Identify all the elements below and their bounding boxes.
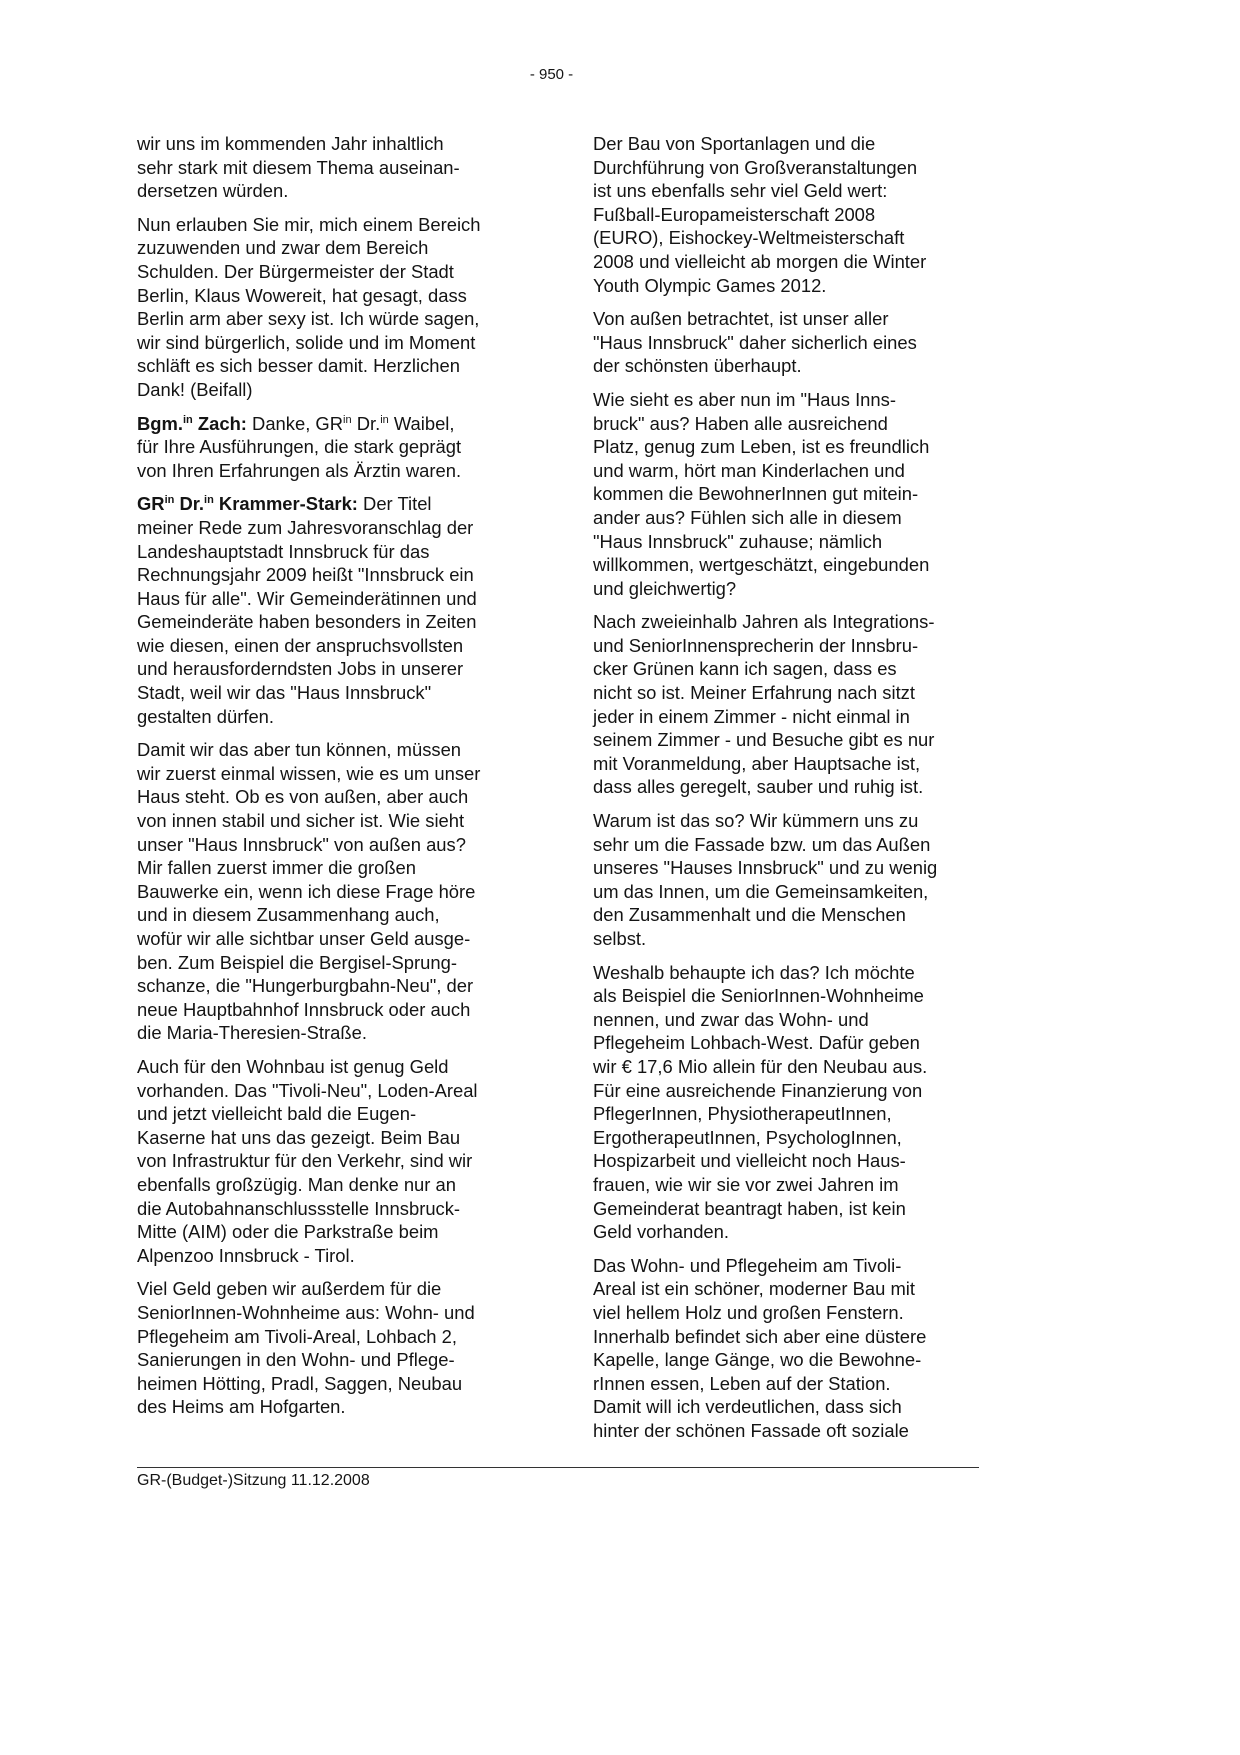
text-line: von Ihren Erfahrungen als Ärztin waren. [137, 459, 462, 481]
paragraph [593, 809, 979, 951]
text-line: zuzuwenden und zwar dem Bereich [137, 237, 429, 259]
text-line: $GR^{in}$ Dr.$^{in}$ Krammer-Stark: Der Titel [137, 493, 432, 515]
text-line: wir € 17,6 Mio allein für den Neubau aus. [593, 1055, 928, 1077]
speaker-paragraph [137, 492, 521, 728]
text-line: ebenfalls großzügig. Man denke nur an [137, 1173, 456, 1195]
text-line: Rechnungsjahr 2009 heißt "Innsbruck ein [137, 564, 474, 586]
text-line: PflegerInnen, PhysiotherapeutInnen, [593, 1103, 892, 1125]
text-line: Bauwerke ein, wenn ich diese Frage höre [137, 880, 476, 902]
text-line: (EURO), Eishockey-Weltmeisterschaft [593, 227, 905, 249]
text-line: Fußball-Europameisterschaft 2008 [593, 203, 876, 225]
text-line: schläft es sich besser damit. Herzlichen [137, 355, 460, 377]
text-line: unser "Haus Innsbruck" von außen aus? [137, 833, 466, 855]
text-line: ander aus? Fühlen sich alle in diesem [593, 506, 902, 528]
text-line: Für eine ausreichende Finanzierung von [593, 1079, 923, 1101]
text-line: Damit wir das aber tun können, müssen [137, 739, 462, 761]
text-line: hinter der schönen Fassade oft soziale [593, 1419, 909, 1441]
text-line: 2008 und vielleicht ab morgen die Winter [593, 250, 927, 272]
speaker-title: Bgm. [137, 412, 183, 434]
text-line: Innerhalb befindet sich aber eine düstere [593, 1325, 927, 1347]
text-line: Weshalb behaupte ich das? Ich möchte [593, 961, 915, 983]
text-line: "Haus Innsbruck" daher sicherlich eines [593, 331, 917, 353]
text-line: ErgotherapeutInnen, PsychologInnen, [593, 1126, 902, 1148]
text-line: Kaserne hat uns das gezeigt. Beim Bau [137, 1126, 461, 1148]
speaker-paragraph [137, 412, 521, 483]
text-line: der schönsten überhaupt. [593, 355, 802, 377]
text-line: von Infrastruktur für den Verkehr, sind wir [137, 1150, 473, 1172]
page-number: - 950 - [529, 66, 574, 83]
text-line: wie diesen, einen der anspruchsvollsten [137, 634, 464, 656]
text-line: Pflegeheim am Tivoli-Areal, Lohbach 2, [137, 1325, 457, 1347]
text-line: heimen Hötting, Pradl, Saggen, Neubau [137, 1372, 463, 1394]
text-line: Stadt, weil wir das "Haus Innsbruck" [137, 682, 432, 704]
text-line: Damit will ich verdeutlichen, dass sich [593, 1396, 902, 1418]
text-line: SeniorInnen-Wohnheime aus: Wohn- und [137, 1301, 475, 1323]
text-line: ist uns ebenfalls sehr viel Geld wert: [593, 180, 888, 202]
text-line: Kapelle, lange Gänge, wo die Bewohne- [593, 1349, 922, 1371]
speaker-surname: Zach: [192, 412, 247, 434]
text-line: von innen stabil und sicher ist. Wie sieht [137, 810, 465, 832]
text-line: für Ihre Ausführungen, die stark geprägt [137, 436, 462, 458]
text-line: gestalten dürfen. [137, 705, 275, 727]
speaker-title-suffix: in [182, 413, 193, 426]
text-line: jeder in einem Zimmer - nicht einmal in [593, 705, 910, 727]
text-line: schanze, die "Hungerburgbahn-Neu", der [137, 975, 474, 997]
paragraph [593, 307, 979, 378]
paragraph [137, 1055, 521, 1267]
text-line: wir sind bürgerlich, solide und im Moment [137, 331, 476, 353]
text-line: mit Voranmeldung, aber Hauptsache ist, [593, 752, 921, 774]
text-line: wir zuerst einmal wissen, wie es um unser [137, 762, 481, 784]
text-line: ben. Zum Beispiel die Bergisel-Sprung- [137, 951, 457, 973]
text-line: wir uns im kommenden Jahr inhaltlich [137, 133, 444, 154]
text-line: Schulden. Der Bürgermeister der Stadt [137, 260, 454, 282]
text-line: Haus für alle". Wir Gemeinderätinnen und [137, 587, 477, 609]
text-line: Alpenzoo Innsbruck - Tirol. [137, 1244, 355, 1266]
text-line: Gemeinderäte haben besonders in Zeiten [137, 611, 477, 633]
text-line: Areal ist ein schöner, moderner Bau mit [593, 1278, 915, 1300]
paragraph [137, 213, 521, 402]
text-line: dass alles geregelt, sauber und ruhig ist. [593, 776, 924, 798]
text-line: kommen die BewohnerInnen gut mitein- [593, 483, 919, 505]
text-line: Landeshauptstadt Innsbruck für das [137, 540, 430, 562]
text-line: Gemeinderat beantragt haben, ist kein [593, 1197, 906, 1219]
text-line: Mitte (AIM) oder die Parkstraße beim [137, 1221, 439, 1243]
text-line: Warum ist das so? Wir kümmern uns zu [593, 810, 919, 832]
text-line: Der Bau von Sportanlagen und die [593, 133, 876, 154]
text-line: meiner Rede zum Jahresvoranschlag der [137, 516, 474, 538]
text-line: Youth Olympic Games 2012. [593, 274, 827, 296]
paragraph [593, 1254, 979, 1443]
text-line: Berlin arm aber sexy ist. Ich würde sagen, [137, 308, 480, 330]
text-line: vorhanden. Das "Tivoli-Neu", Loden-Areal [137, 1079, 478, 1101]
paragraph [137, 738, 521, 1045]
text-line: selbst. [593, 928, 647, 949]
paragraph [593, 961, 979, 1244]
text-line: Viel Geld geben wir außerdem für die [137, 1278, 442, 1300]
text-line: viel hellem Holz und großen Fenstern. [593, 1301, 904, 1323]
text-line: nicht so ist. Meiner Erfahrung nach sitzt [593, 682, 915, 704]
text-line: Das Wohn- und Pflegeheim am Tivoli- [593, 1254, 902, 1276]
text-line: wofür wir alle sichtbar unser Geld ausge- [137, 928, 471, 949]
speaker-surname: Krammer-Stark: [213, 493, 358, 515]
text-line: und gleichwertig? [593, 577, 737, 599]
text-line: seinem Zimmer - und Besuche gibt es nur [593, 729, 935, 751]
text-line: und SeniorInnensprecherin der Innsbru- [593, 634, 919, 656]
text-line: die Autobahnanschlussstelle Innsbruck- [137, 1197, 461, 1219]
paragraph [137, 132, 521, 203]
paragraph [593, 132, 979, 297]
text-line: bruck" aus? Haben alle ausreichend [593, 412, 888, 434]
text-line: Wie sieht es aber nun im "Haus Inns- [593, 388, 896, 410]
text-line: Mir fallen zuerst immer die großen [137, 857, 417, 879]
left-column [137, 132, 521, 1429]
text-line: cker Grünen kann ich sagen, dass es [593, 658, 897, 680]
text-line: und in diesem Zusammenhang auch, [137, 904, 440, 926]
text-line: des Heims am Hofgarten. [137, 1396, 346, 1418]
text-line: Berlin, Klaus Wowereit, hat gesagt, dass [137, 284, 467, 306]
text-line: willkommen, wertgeschätzt, eingebunden [593, 554, 930, 576]
text-line: Geld vorhanden. [593, 1221, 729, 1243]
text-line: Hospizarbeit und vielleicht noch Haus- [593, 1150, 906, 1172]
text-line: unseres "Hauses Innsbruck" und zu wenig [593, 857, 938, 879]
text-line: frauen, wie wir sie vor zwei Jahren im [593, 1173, 899, 1195]
text-line: dersetzen würden. [137, 180, 289, 202]
text-line: Von außen betrachtet, ist unser aller [593, 308, 889, 330]
text-line: sehr stark mit diesem Thema auseinan- [137, 156, 460, 178]
text-line: Sanierungen in den Wohn- und Pflege- [137, 1349, 455, 1371]
text-line: Durchführung von Großveranstaltungen [593, 156, 918, 178]
text-line: neue Hauptbahnhof Innsbruck oder auch [137, 998, 471, 1020]
text-line: Haus steht. Ob es von außen, aber auch [137, 786, 469, 808]
text-line: sehr um die Fassade bzw. um das Außen [593, 833, 931, 855]
text-line: und warm, hört man Kinderlachen und [593, 459, 905, 481]
text-line: Nach zweieinhalb Jahren als Integrations- [593, 611, 935, 633]
text-line: Platz, genug zum Leben, ist es freundlich [593, 436, 930, 458]
footer-session-label: GR-(Budget-)Sitzung 11.12.2008 [137, 1472, 370, 1489]
paragraph [137, 1277, 521, 1419]
text-line: Dank! (Beifall) [137, 378, 253, 400]
text-line: Pflegeheim Lohbach-West. Dafür geben [593, 1032, 920, 1054]
paragraph [593, 388, 979, 600]
text-line: die Maria-Theresien-Straße. [137, 1022, 367, 1044]
speaker-name [137, 413, 247, 434]
text-line: "Haus Innsbruck" zuhause; nämlich [593, 530, 883, 552]
paragraph [593, 610, 979, 799]
text-line: und herausforderndsten Jobs in unserer [137, 658, 464, 680]
text-line: als Beispiel die SeniorInnen-Wohnheime [593, 985, 924, 1007]
right-column [593, 132, 979, 1452]
footer-divider [137, 1467, 979, 1468]
text-line: Bgm.$^{in}$ Zach: Danke, $GR^{in}$ Dr.$^{in}$ Waibel, [137, 412, 455, 434]
text-line: den Zusammenhalt und die Menschen [593, 904, 906, 926]
text-line: rInnen essen, Leben auf der Station. [593, 1372, 891, 1394]
speaker-name: $GR^{in}$ Dr.$^{in}$ Krammer-Stark: [137, 493, 358, 515]
text-line: Nun erlauben Sie mir, mich einem Bereich [137, 213, 481, 235]
text-line: um das Innen, um die Gemeinsamkeiten, [593, 880, 929, 902]
text-line: Auch für den Wohnbau ist genug Geld [137, 1055, 449, 1077]
text-line: und jetzt vielleicht bald die Eugen- [137, 1103, 417, 1125]
text-line: nennen, und zwar das Wohn- und [593, 1008, 869, 1030]
